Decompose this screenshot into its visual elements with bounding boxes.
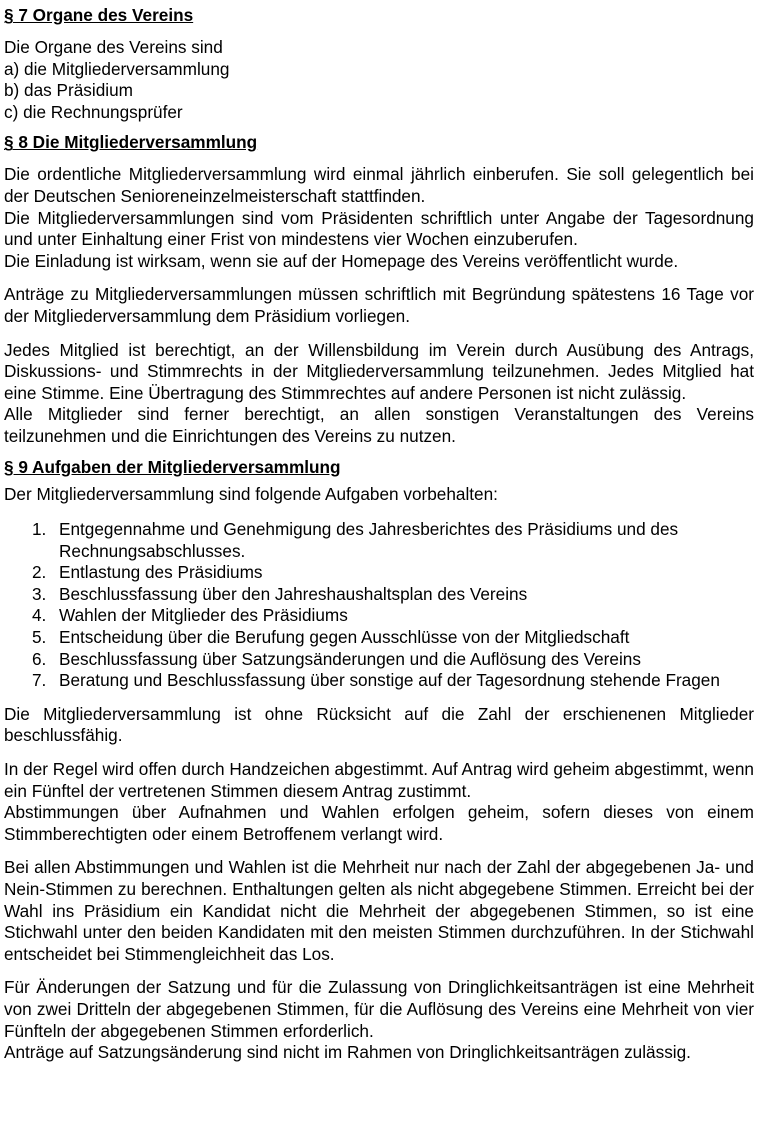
section-9-paragraph: In der Regel wird offen durch Handzeichen abgestimmt. Auf Antrag wird geheim abgestimmt, wenn ein Fünftel der vertretenen Stimmen diesem Antrag zustimmt. — [4, 759, 754, 801]
task-item — [32, 584, 754, 606]
section-7-intro: Die Organe des Vereins sind — [4, 37, 223, 57]
section-8-paragraph: Jedes Mitglied ist berechtigt, an der Willensbildung im Verein durch Ausübung des Antrags, Diskussions- und Stimmrechts in der Mitgliederversammlung teilzunehmen. Jedes Mitglied hat eine Stimme. Eine Übertragung des Stimmrechtes auf andere Personen ist nicht zulässig. — [4, 339, 754, 403]
section-7-heading: § 7 Organe des Vereins — [4, 5, 194, 25]
organs-list — [4, 59, 754, 124]
section-8-heading: § 8 Die Mitgliederversammlung — [4, 132, 258, 153]
task-number: 5. — [32, 627, 47, 648]
task-text: Entgegennahme und Genehmigung des Jahresberichtes des Präsidiums und des Rechnungsabschlusses. — [59, 519, 679, 561]
section-9-heading: § 9 Aufgaben der Mitgliederversammlung — [4, 456, 341, 477]
section-9-intro: Der Mitgliederversammlung sind folgende Aufgaben vorbehalten: — [4, 483, 498, 504]
task-text: Beratung und Beschlussfassung über sonstige auf der Tagesordnung stehende Fragen — [59, 670, 720, 691]
task-number: 1. — [32, 519, 47, 540]
section-8-paragraph: Anträge zu Mitgliederversammlungen müssen schriftlich mit Begründung spätestens 16 Tage vor der Mitgliederversammlung dem Präsidium vorliegen. — [4, 284, 754, 326]
section-9-paragraph: Bei allen Abstimmungen und Wahlen ist die Mehrheit nur nach der Zahl der abgegebenen Ja- und Nein-Stimmen zu berechnen. Enthaltungen gelten als nicht abgegebene Stimmen. Erreicht bei der Wahl ins Präsidium ein Kandidat nicht die Mehrheit der abgegebenen Stimmen, so ist eine Stichwahl unter den beiden Kandidaten mit den meisten Stimmen durchzuführen. In der Stichwahl entscheidet bei Stimmengleichheit das Los. — [4, 857, 754, 964]
organ-item: c) die Rechnungsprüfer — [4, 101, 183, 122]
task-number: 2. — [32, 562, 47, 583]
section-9-paragraph: Die Mitgliederversammlung ist ohne Rücksicht auf die Zahl der erschienenen Mitglieder beschlussfähig. — [4, 703, 754, 746]
task-item — [32, 670, 754, 692]
task-number: 3. — [32, 583, 47, 604]
task-item — [32, 519, 754, 562]
section-9-paragraph: Anträge auf Satzungsänderung sind nicht im Rahmen von Dringlichkeitsanträgen zulässig. — [4, 1042, 691, 1063]
task-number: 4. — [32, 605, 47, 626]
organ-item: b) das Präsidium — [4, 80, 133, 101]
task-text: Beschlussfassung über Satzungsänderungen und die Auflösung des Vereins — [59, 648, 641, 669]
task-number: 6. — [32, 648, 47, 669]
task-text: Entscheidung über die Berufung gegen Ausschlüsse von der Mitgliedschaft — [59, 627, 630, 648]
task-text: Entlastung des Präsidiums — [59, 562, 263, 583]
task-item — [32, 605, 754, 627]
task-item — [32, 562, 754, 584]
section-8-paragraph: Die Mitgliederversammlungen sind vom Präsidenten schriftlich unter Angabe der Tagesordnung und unter Einhaltung einer Frist von mindestens vier Wochen einzuberufen. — [4, 207, 754, 250]
organ-item: a) die Mitgliederversammlung — [4, 58, 230, 79]
section-8-paragraph: Alle Mitglieder sind ferner berechtigt, an allen sonstigen Veranstaltungen des Vereins teilzunehmen und die Einrichtungen des Vereins zu nutzen. — [4, 404, 754, 446]
document-page — [4, 4, 754, 1064]
task-item — [32, 649, 754, 671]
task-number: 7. — [32, 670, 47, 691]
task-text: Wahlen der Mitglieder des Präsidiums — [59, 605, 348, 626]
section-8-paragraph: Die ordentliche Mitgliederversammlung wird einmal jährlich einberufen. Sie soll gelegentlich bei der Deutschen Senioreneinzelmeisterschaft stattfinden. — [4, 164, 754, 206]
task-text: Beschlussfassung über den Jahreshaushaltsplan des Vereins — [59, 583, 528, 604]
tasks-list — [4, 519, 754, 692]
section-9-paragraph: Für Änderungen der Satzung und für die Zulassung von Dringlichkeitsanträgen ist eine Mehrheit von zwei Dritteln der abgegebenen Stimmen, für die Auflösung des Vereins eine Mehrheit von vier Fünfteln der abgegebenen Stimmen erforderlich. — [4, 977, 754, 1041]
section-9-paragraph: Abstimmungen über Aufnahmen und Wahlen erfolgen geheim, sofern dieses von einem Stimmberechtigten oder einem Betroffenem verlangt wird. — [4, 802, 754, 844]
task-item — [32, 627, 754, 649]
section-8-paragraph: Die Einladung ist wirksam, wenn sie auf der Homepage des Vereins veröffentlicht wurde. — [4, 250, 679, 271]
